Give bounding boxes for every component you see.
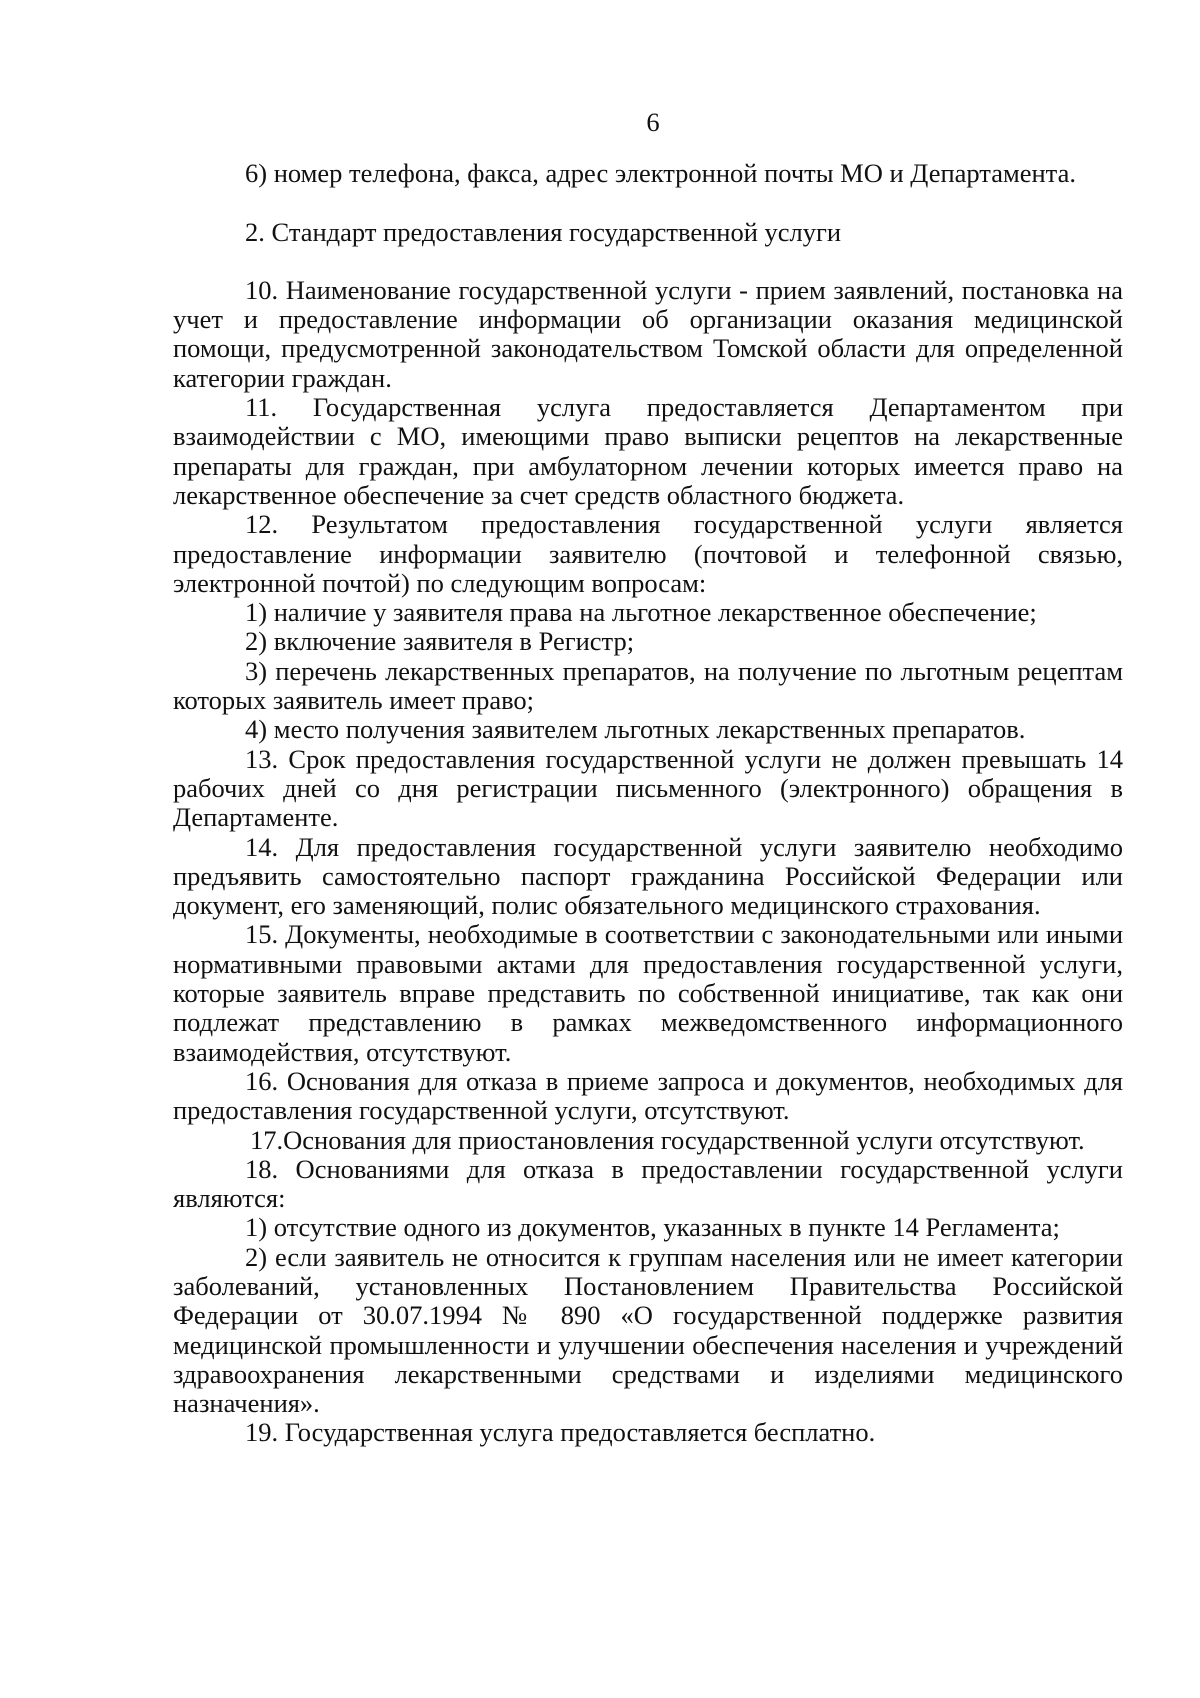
list-item-12-3: 3) перечень лекарственных препаратов, на получение по льготным рецептам которых заявитель имеет право;	[173, 655, 1123, 716]
page-number: 6	[646, 107, 660, 137]
list-item-12-1: 1) наличие у заявителя права на льготное лекарственное обеспечение;	[245, 597, 1037, 628]
section-heading: 2. Стандарт предоставления государственной услуги	[245, 216, 842, 247]
list-item-12-4: 4) место получения заявителем льготных лекарственных препаратов.	[245, 714, 1026, 745]
paragraph-10: 10. Наименование государственной услуги - прием заявлений, постановка на учет и предоставление информации об организации оказания медицинской помощи, предусмотренной законодательством Томской области для определенной категории граждан.	[173, 274, 1123, 393]
paragraph-12: 12. Результатом предоставления государственной услуги является предоставление информации заявителю (почтовой и телефонной связью, электронной почтой) по следующим вопросам:	[173, 509, 1123, 598]
paragraph-17: 17.Основания для приостановления государственной услуги отсутствуют.	[250, 1124, 1085, 1155]
list-item-12-2: 2) включение заявителя в Регистр;	[245, 626, 635, 657]
list-item-18-1: 1) отсутствие одного из документов, указанных в пункте 14 Регламента;	[245, 1212, 1060, 1243]
paragraph-13: 13. Срок предоставления государственной услуги не должен превышать 14 рабочих дней со дня регистрации письменного (электронного) обращения в Департаменте.	[173, 743, 1123, 833]
paragraph-item-6-contacts: 6) номер телефона, факса, адрес электронной почты МО и Департамента.	[245, 158, 1076, 189]
document-page	[173, 108, 1123, 1448]
paragraph-15: 15. Документы, необходимые в соответствии с законодательными или иными нормативными правовыми актами для предоставления государственной услуги, которые заявитель вправе представить по собственной инициативе, так как они подлежат представлению в рамках межведомственного информационного взаимодействия, отсутствуют.	[173, 919, 1123, 1067]
paragraph-18: 18. Основаниями для отказа в предоставлении государственной услуги являются:	[173, 1153, 1123, 1214]
paragraph-19: 19. Государственная услуга предоставляется бесплатно.	[245, 1417, 876, 1448]
paragraph-16: 16. Основания для отказа в приеме запроса и документов, необходимых для предоставления государственной услуги, отсутствуют.	[173, 1065, 1123, 1126]
paragraph-14: 14. Для предоставления государственной услуги заявителю необходимо предъявить самостоятельно паспорт гражданина Российской Федерации или документ, его заменяющий, полис обязательного медицинского страхования.	[173, 831, 1123, 921]
paragraph-11: 11. Государственная услуга предоставляется Департаментом при взаимодействии с МО, имеющими право выписки рецептов на лекарственные препараты для граждан, при амбулаторном лечении которых имеется право на лекарственное обеспечение за счет средств областного бюджета.	[173, 392, 1123, 510]
list-item-18-2: 2) если заявитель не относится к группам населения или не имеет категории заболеваний, установленных Постановлением Правительства Российской Федерации от 30.07.1994 № 890 «О государственной поддержке развития медицинской промышленности и улучшении обеспечения населения и учреждений здравоохранения лекарственными средствами и изделиями медицинского назначения».	[173, 1241, 1123, 1419]
